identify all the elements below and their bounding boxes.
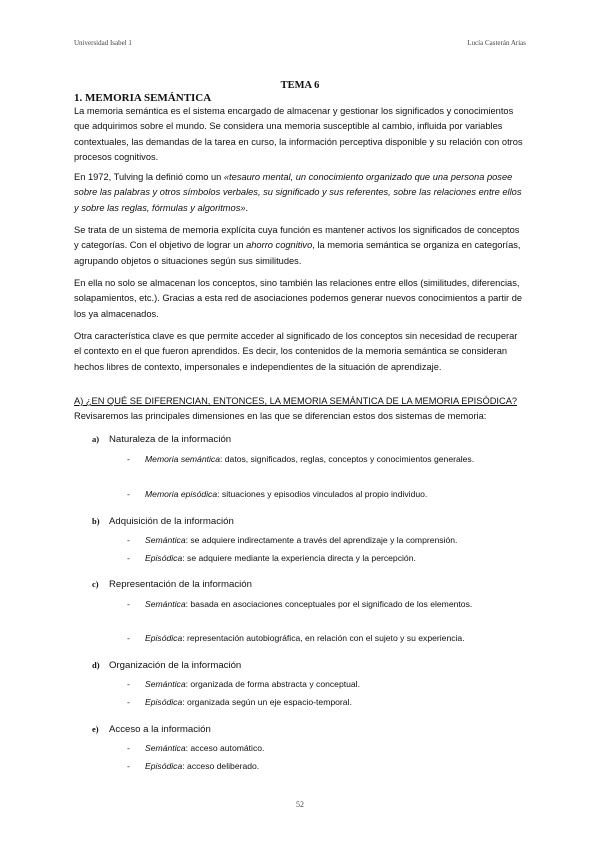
section-heading: 1. MEMORIA SEMÁNTICA [74, 92, 212, 104]
tulving-quote: «tesauro mental, un conocimiento organizado que una persona posee sobre las palabras y otros símbolos verbales, su significado y sus referentes, sobre las relaciones entre ellos y sobre las reglas, fórmulas y algoritmos» [74, 172, 522, 213]
list-item: - Memoria semántica: datos, significados, reglas, conceptos y conocimientos generales. [127, 454, 475, 464]
dimension-label: Acceso a la información [109, 724, 211, 735]
page-header [74, 39, 526, 51]
dimension-label: Adquisición de la información [109, 516, 234, 527]
document-title: TEMA 6 [280, 80, 320, 91]
dimension-label: Organización de la información [109, 660, 242, 671]
list-item: - Episódica: representación autobiográfica, en relación con el sujeto y su experiencia. [127, 633, 465, 643]
paragraph-tulving: En 1972, Tulving la definió como un «tesauro mental, un conocimiento organizado que una persona posee sobre las palabras y otros símbolos verbales, su significado y sus referentes, sobre las relaciones entre ellos y sobre las reglas, fórmulas y algoritmos». [74, 172, 522, 213]
list-item: - Semántica: organizada de forma abstracta y conceptual. [127, 679, 360, 689]
subsection-heading: A) ¿EN QUÉ SE DIFERENCIAN, ENTONCES, LA MEMORIA SEMÁNTICA DE LA MEMORIA EPISÓDICA? [74, 396, 518, 406]
list-item: - Episódica: acceso deliberado. [127, 761, 260, 771]
dimension-letter: c) [92, 579, 99, 589]
paragraph-explicit-memory: Se trata de un sistema de memoria explícita cuya función es mantener activos los significados de conceptos y categorías. Con el objetivo de lograr un ahorro cognitivo, la memoria semántica se organiza en categorías, agrupando objetos o situaciones según sus similitudes. [74, 225, 521, 266]
list-item: - Episódica: organizada según un eje espacio-temporal. [127, 697, 352, 707]
paragraph-definition: La memoria semántica es el sistema encargado de almacenar y gestionar los significados y conocimientos que adquirimos sobre el mundo. Se considera una memoria susceptible al cambio, influida por variables contextuales, las demandas de la tarea en curso, la información perceptiva disponible y su relación con otros procesos cognitivos. [74, 106, 523, 162]
dimension-letter: d) [92, 660, 100, 670]
list-item: - Semántica: basada en asociaciones conceptuales por el significado de los elementos. [127, 599, 473, 609]
header-university: Universidad Isabel 1 [74, 39, 132, 47]
list-item: - Semántica: acceso automático. [127, 743, 265, 753]
list-item: - Episódica: se adquiere mediante la experiencia directa y la percepción. [127, 553, 416, 563]
paragraph-associations: En ella no solo se almacenan los conceptos, sino también las relaciones entre ellos (similitudes, diferencias, solapamientos, etc.). Gracias a esta red de asociaciones podemos generar nuevos conocimientos a partir de los ya almacenados. [74, 278, 523, 319]
subsection-intro: Revisaremos las principales dimensiones en las que se diferencian estos dos sistemas de memoria: [74, 411, 487, 421]
ahorro-cognitivo-term: ahorro cognitivo [246, 240, 313, 251]
dimension-label: Representación de la información [109, 579, 252, 590]
dimension-letter: e) [92, 724, 99, 734]
dimension-letter: a) [92, 434, 100, 444]
dimension-letter: b) [92, 516, 100, 526]
dimension-label: Naturaleza de la información [109, 434, 232, 445]
header-author: Lucía Casterán Arias [467, 39, 526, 47]
page-number: 52 [296, 800, 304, 809]
paragraph-context-free: Otra característica clave es que permite acceder al significado de los conceptos sin necesidad de recuperar el contexto en el que fueron aprendidos. Es decir, los contenidos de la memoria semántica se consideran hechos libres de contexto, impersonales e independientes de la situación de aprendizaje. [74, 331, 518, 372]
list-item: - Memoria episódica: situaciones y episodios vinculados al propio individuo. [127, 489, 428, 499]
list-item: - Semántica: se adquiere indirectamente a través del aprendizaje y la comprensión. [127, 535, 458, 545]
